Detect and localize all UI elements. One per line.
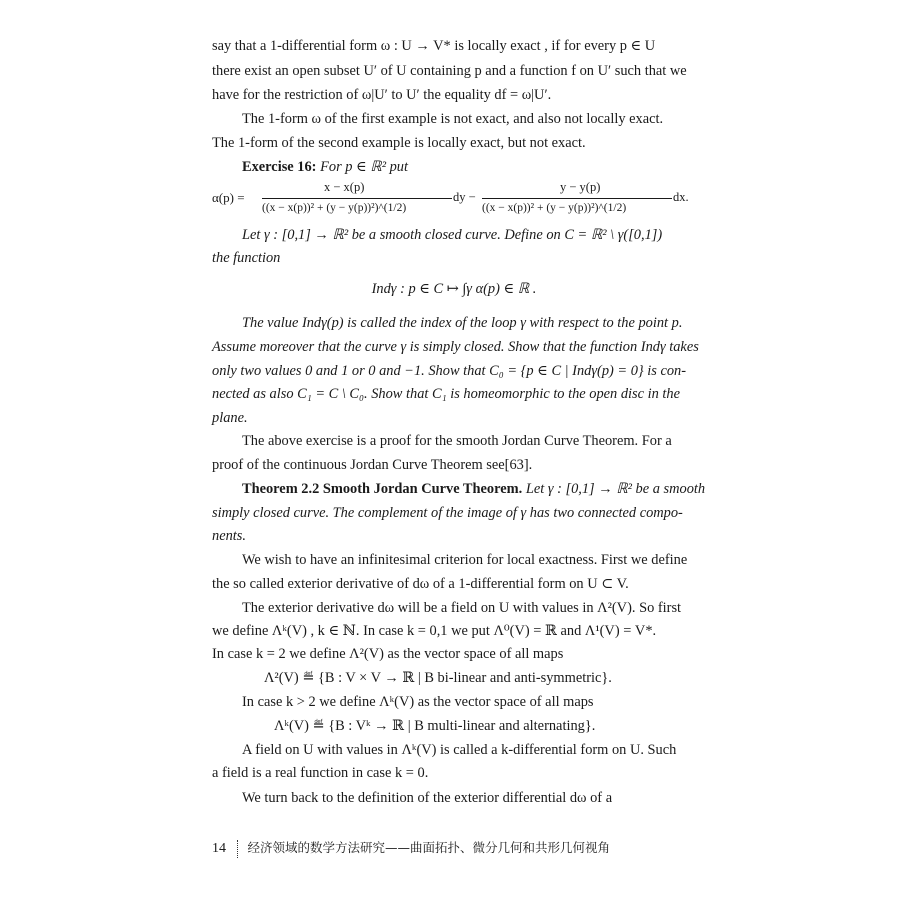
text-line: The above exercise is a proof for the smooth Jordan Curve Theorem. For a <box>242 433 672 449</box>
text-line: nents. <box>212 528 246 544</box>
fraction-1-bar <box>262 198 452 199</box>
fraction-2-numerator: y − y(p) <box>560 180 601 194</box>
exercise-heading <box>212 158 696 176</box>
text-line: A field on U with values in Λᵏ(V) is called a k-differential form on U. Such <box>242 742 677 758</box>
alpha-formula <box>212 180 696 220</box>
fraction-2-bar <box>482 198 672 199</box>
text-line: have for the restriction of ω|U′ to U′ the equality df = ω|U′. <box>212 87 552 103</box>
fraction-2-denominator: ((x − x(p))² + (y − y(p))²)^(1/2) <box>482 202 627 214</box>
text-line: Assume moreover that the curve γ is simply closed. Show that the function Indγ takes <box>212 339 699 355</box>
text-line: plane. <box>212 410 248 426</box>
text-line: The 1-form ω of the first example is not exact, and also not locally exact. <box>242 111 664 127</box>
page-number: 14 <box>212 841 226 856</box>
text-line: In case k > 2 we define Λᵏ(V) as the vector space of all maps <box>242 694 594 710</box>
text-line: there exist an open subset U′ of U containing p and a function f on U′ such that we <box>212 63 687 79</box>
text-line: the so called exterior derivative of dω of a 1-differential form on U ⊂ V. <box>212 576 629 592</box>
text-line: We turn back to the definition of the exterior differential dω of a <box>242 790 613 806</box>
index-formula: Indγ : p ∈ C ↦ ∫γ α(p) ∈ ℝ . <box>371 281 537 297</box>
text-line: only two values 0 and 1 or 0 and −1. Show that C₀ = {p ∈ C | Indγ(p) = 0} is con- <box>212 363 687 379</box>
definition-line: Λ²(V) ≝ {B : V × V → ℝ | B bi-linear and anti-symmetric}. <box>264 670 612 686</box>
text-line: a field is a real function in case k = 0. <box>212 765 429 781</box>
text-line: say that a 1-differential form ω : U → V* is locally exact , if for every p ∈ U <box>212 38 656 54</box>
theorem-heading <box>212 480 706 498</box>
fraction-1-numerator: x − x(p) <box>324 180 365 194</box>
text-line: The exterior derivative dω will be a field on U with values in Λ²(V). So first <box>242 600 682 616</box>
text-line: In case k = 2 we define Λ²(V) as the vector space of all maps <box>212 646 564 662</box>
exercise-intro: For p ∈ ℝ² put <box>320 159 409 175</box>
text-line: we define Λᵏ(V) , k ∈ ℕ. In case k = 0,1 we put Λ⁰(V) = ℝ and Λ¹(V) = V*. <box>212 623 657 639</box>
text-line: proof of the continuous Jordan Curve Theorem see[63]. <box>212 457 533 473</box>
definition-line: Λᵏ(V) ≝ {B : Vᵏ → ℝ | B multi-linear and alternating}. <box>274 718 596 734</box>
fraction-1-denominator: ((x − x(p))² + (y − y(p))²)^(1/2) <box>262 202 407 214</box>
text-line: The 1-form of the second example is locally exact, but not exact. <box>212 135 586 151</box>
text-line: the function <box>212 250 281 266</box>
fraction-2-tail: dx. <box>673 190 689 204</box>
page-footer <box>212 838 610 858</box>
text-line: nected as also C₁ = C \ C₀. Show that C₁ is homeomorphic to the open disc in the <box>212 386 681 402</box>
book-title: 经济领域的数学方法研究——曲面拓扑、微分几何和共形几何视角 <box>247 840 611 855</box>
theorem-label: Theorem 2.2 Smooth Jordan Curve Theorem. <box>242 481 523 497</box>
theorem-text: Let γ : [0,1] → ℝ² be a smooth <box>525 481 706 497</box>
fraction-1-tail: dy − <box>453 190 476 204</box>
text-line: simply closed curve. The complement of the image of γ has two connected compo- <box>212 505 683 521</box>
exercise-label: Exercise 16: <box>242 159 317 175</box>
footer-divider <box>237 840 238 858</box>
text-line: Let γ : [0,1] → ℝ² be a smooth closed curve. Define on C = ℝ² \ γ([0,1]) <box>242 227 663 243</box>
alpha-lhs: α(p) = <box>212 190 245 205</box>
text-line: We wish to have an infinitesimal criterion for local exactness. First we define <box>242 552 688 568</box>
text-line: The value Indγ(p) is called the index of the loop γ with respect to the point p. <box>242 315 683 331</box>
